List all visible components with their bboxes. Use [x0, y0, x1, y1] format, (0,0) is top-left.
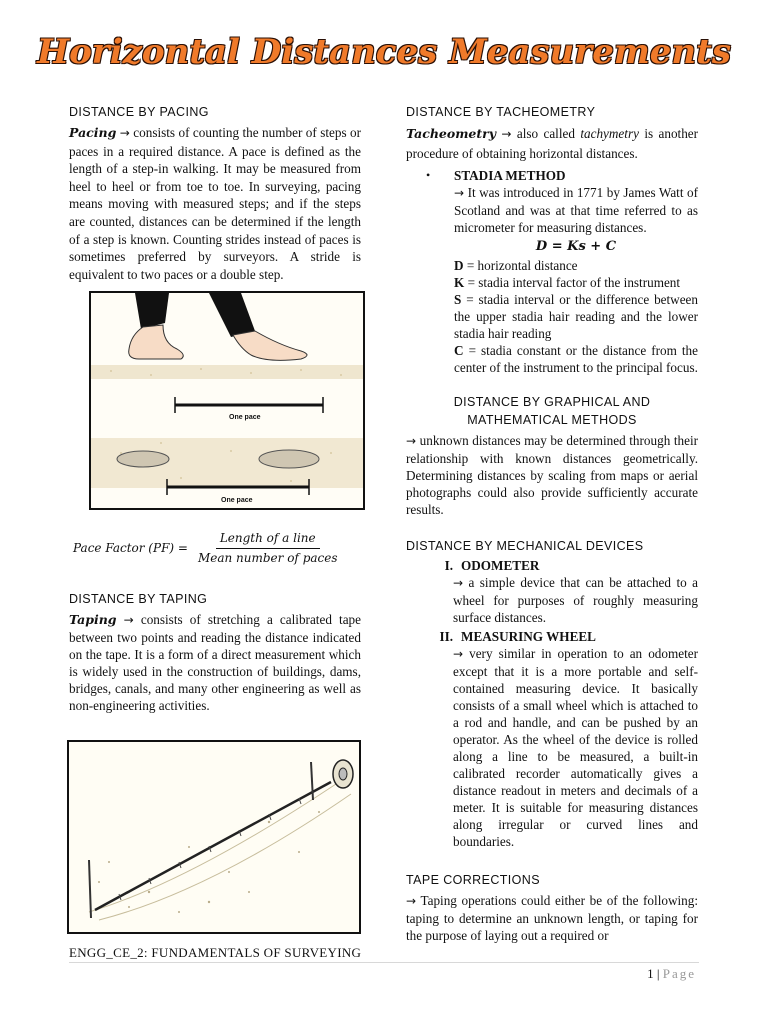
stadia-def-s	[454, 291, 698, 342]
stadia-text: It was introduced in 1771 by James Watt of Scotland and was at that time referred to as micrometer for measuring distances.	[454, 185, 699, 235]
arrow-icon: →	[123, 613, 134, 628]
formula-lhs: Pace Factor (PF) =	[73, 541, 188, 556]
odometer-text: a simple device that can be attached to a wheel for purposes of roughly measuring surface distances.	[453, 575, 698, 625]
taping-paragraph	[69, 611, 361, 714]
arrow-icon: →	[453, 576, 464, 590]
page-label: Page	[662, 966, 696, 981]
graphical-text: unknown distances may be determined through their relationship with known distances geometrically. Determining distances by scaling from maps or aerial photographs could also provide sufficiently accurate results.	[406, 433, 699, 517]
graphical-paragraph	[406, 432, 698, 518]
tacheometry-text-b: is another procedure of obtaining horizontal distances.	[406, 126, 699, 161]
formula-numerator: Length of a line	[216, 530, 320, 549]
pacing-heading: DISTANCE BY PACING	[69, 105, 209, 119]
tape-corrections-heading: TAPE CORRECTIONS	[406, 873, 540, 887]
stadia-def-d	[454, 257, 698, 274]
taping-term: Taping	[69, 612, 117, 628]
pacing-paragraph	[69, 124, 361, 283]
stadia-equation: D = Ks + C	[535, 239, 617, 254]
def-desc: = stadia interval factor of the instrument	[467, 275, 681, 290]
odometer-paragraph	[453, 574, 698, 626]
page-title: Horizontal Distances Measurements	[36, 32, 731, 72]
formula-denominator: Mean number of paces	[197, 551, 338, 566]
footer-divider	[69, 962, 699, 963]
graphical-heading-2: MATHEMATICAL METHODS	[467, 413, 637, 427]
taping-text: consists of stretching a calibrated tape between two points and reading the distance indicated on the tape. It is a form of a direct measurement which is widely used in the construction of buildings, dams, bridges, canals, and many other engineering as well as non-engineering activities.	[69, 612, 362, 714]
stadia-paragraph	[454, 184, 698, 236]
def-symbol: C	[454, 343, 464, 358]
taping-heading: DISTANCE BY TAPING	[69, 592, 208, 607]
item-number: II.	[439, 629, 453, 644]
def-desc: = stadia constant or the distance from the center of the instrument to the principal focus.	[454, 343, 699, 375]
bullet-icon: •	[426, 168, 431, 182]
def-desc: = horizontal distance	[466, 258, 578, 273]
arrow-icon: →	[119, 126, 130, 140]
tacheometry-heading: DISTANCE BY TACHEOMETRY	[406, 105, 596, 119]
arrow-icon: →	[453, 647, 464, 661]
page-number	[647, 966, 696, 982]
odometer-title: ODOMETER	[461, 558, 540, 573]
taping-figure	[67, 740, 361, 934]
def-desc: = stadia interval or the difference between the upper stadia hair reading and the lower stadia hair reading	[454, 292, 698, 341]
def-symbol: K	[454, 275, 465, 290]
taping-illustration	[69, 742, 359, 932]
page-sep: |	[656, 966, 660, 981]
one-pace-label-2: One pace	[221, 497, 253, 505]
tape-corrections-paragraph	[406, 892, 698, 944]
one-pace-label-1: One pace	[229, 414, 261, 422]
pacing-text: consists of counting the number of steps or paces in a required distance. A pace is defined as the length of a step-in walking. It may be measured from heel to heel or from toe to toe. In surveying, pacing means moving with measured steps; and if the steps are counted, distances can be determined if the length of a step is known. Counting strides instead of paces is sometimes preferred by surveyors. A stride is equivalent to two paces or a double step.	[69, 125, 361, 282]
tachymetry-term: tachymetry	[580, 126, 639, 141]
arrow-icon: →	[454, 186, 465, 200]
tape-corrections-text: Taping operations could either be of the following: taping to determine an unknown length, or taping for the purpose of laying out a required or	[406, 893, 698, 943]
measuring-wheel-text: very similar in operation to an odometer except that it is a more portable and self-contained measuring device. It basically consists of a small wheel which is attached to a rod and handle, and can be pushed by an operator. As the wheel of the device is rolled along a line to be measured, a built-in calibrated recorder automatically gives a distance readout in meters and decimals of a meter. It is suitable for measuring distances along irregular or curved lines and boundaries.	[453, 646, 698, 849]
tacheometry-text-a: also called	[516, 126, 575, 141]
mechanical-heading: DISTANCE BY MECHANICAL DEVICES	[406, 539, 644, 553]
pace-factor-formula	[73, 530, 361, 567]
right-column	[406, 104, 698, 944]
arrow-icon: →	[501, 127, 512, 141]
footer-course: ENGG_CE_2: FUNDAMENTALS OF SURVEYING	[69, 945, 362, 960]
left-column	[69, 104, 361, 934]
stadia-method-title: STADIA METHOD	[454, 168, 566, 183]
arrow-icon: →	[406, 434, 417, 448]
graphical-heading-1: DISTANCE BY GRAPHICAL AND	[453, 395, 651, 409]
measuring-wheel-title: MEASURING WHEEL	[461, 629, 596, 644]
def-symbol: D	[454, 258, 464, 273]
pacing-term: Pacing	[69, 125, 117, 140]
stadia-method-item	[426, 167, 698, 184]
measuring-wheel-item	[406, 628, 698, 645]
tacheometry-paragraph	[406, 124, 698, 163]
item-number: I.	[444, 558, 453, 573]
pacing-illustration	[91, 293, 363, 508]
pacing-figure	[89, 291, 365, 510]
def-symbol: S	[454, 292, 462, 307]
page-num: 1	[647, 966, 654, 981]
stadia-def-c	[454, 342, 698, 376]
arrow-icon: →	[406, 894, 417, 908]
stadia-method-body	[454, 184, 698, 376]
measuring-wheel-paragraph	[453, 645, 698, 850]
stadia-def-k	[454, 274, 698, 291]
tacheometry-term: Tacheometry	[406, 126, 496, 141]
formula-fraction	[194, 530, 342, 567]
odometer-item	[406, 557, 698, 574]
